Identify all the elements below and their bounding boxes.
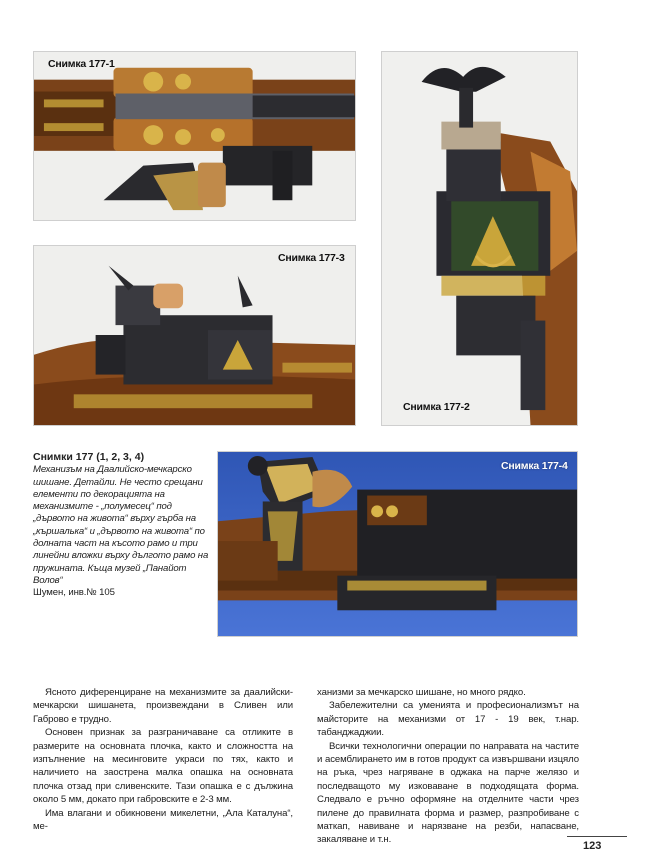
photo-177-1 <box>33 51 356 221</box>
paragraph: ханизми за мечкарско шишане, но много рядко. <box>317 687 526 698</box>
caption-title: Снимки 177 (1, 2, 3, 4) <box>33 451 145 463</box>
footer-rule <box>567 836 627 837</box>
caption-body: Механизъм на Даалийско-мечкарско шишане. Детайли. Не често срещани елементи по декорацията на механизмите - „полумесец“ под „дървото на живота“ върху гърба на „кършалька“ и „дървото на живота“ по долната част на късото рамо и три линейни вложки върху дългото рамо на пружината. Къща музей „Панайот Волов“ <box>33 464 209 586</box>
photo-label: Снимка 177-4 <box>501 460 568 472</box>
paragraph: Има влагани и обикновени микелетни, „Ала Каталуна“, ме- <box>33 807 293 833</box>
photo-177-4 <box>217 451 578 637</box>
paragraph: Забележителни са уменията и професионализмът на майсторите на механизми от 17 - 19 век, т.нар. табанджаджии. <box>317 700 579 739</box>
caption-source: Шумен, инв.№ 105 <box>33 587 115 599</box>
figure-caption <box>33 451 211 600</box>
page-number: 123 <box>583 840 602 852</box>
paragraph: Всички технологични операции по направата на частите и асемблирането им в готов продукт са извършвани изцяло на ръка, чрез нагряване в оджака на парче желязо и последващото му изковаване в подходящата форма. Следвало е ръчно оформяне на отделните части чрез пилене до правилната форма и размер, разпробиване с маткап, навиване и нарязване на резби, напасване, закаляване и т.н. <box>317 740 579 846</box>
photo-177-3 <box>33 245 356 426</box>
body-column-right <box>317 686 579 847</box>
photo-177-4-image <box>218 452 577 636</box>
body-column-left <box>33 686 293 833</box>
paragraph: Ясното диференциране на механизмите за даалийски-мечкарски шишанета, произвеждани в Сливен или Габрово е трудно. <box>33 687 293 725</box>
photo-label: Снимка 177-3 <box>278 252 345 264</box>
photo-label: Снимка 177-2 <box>403 401 470 413</box>
photo-177-1-image <box>34 52 355 220</box>
photo-177-2 <box>381 51 578 426</box>
photo-177-2-image <box>382 52 577 425</box>
paragraph: Основен признак за разграничаване са отликите в размерите на основната плочка, както и сложността на изпълнение на месинговите украси по тях, както и наличието на заострена малка опашка на основната плочка отзад при сливенските. Тази опашка е с дължина около 5 мм, докато при габровските е 2-3 мм. <box>33 727 293 806</box>
photo-177-3-image <box>34 246 355 425</box>
photo-label: Снимка 177-1 <box>48 58 115 70</box>
